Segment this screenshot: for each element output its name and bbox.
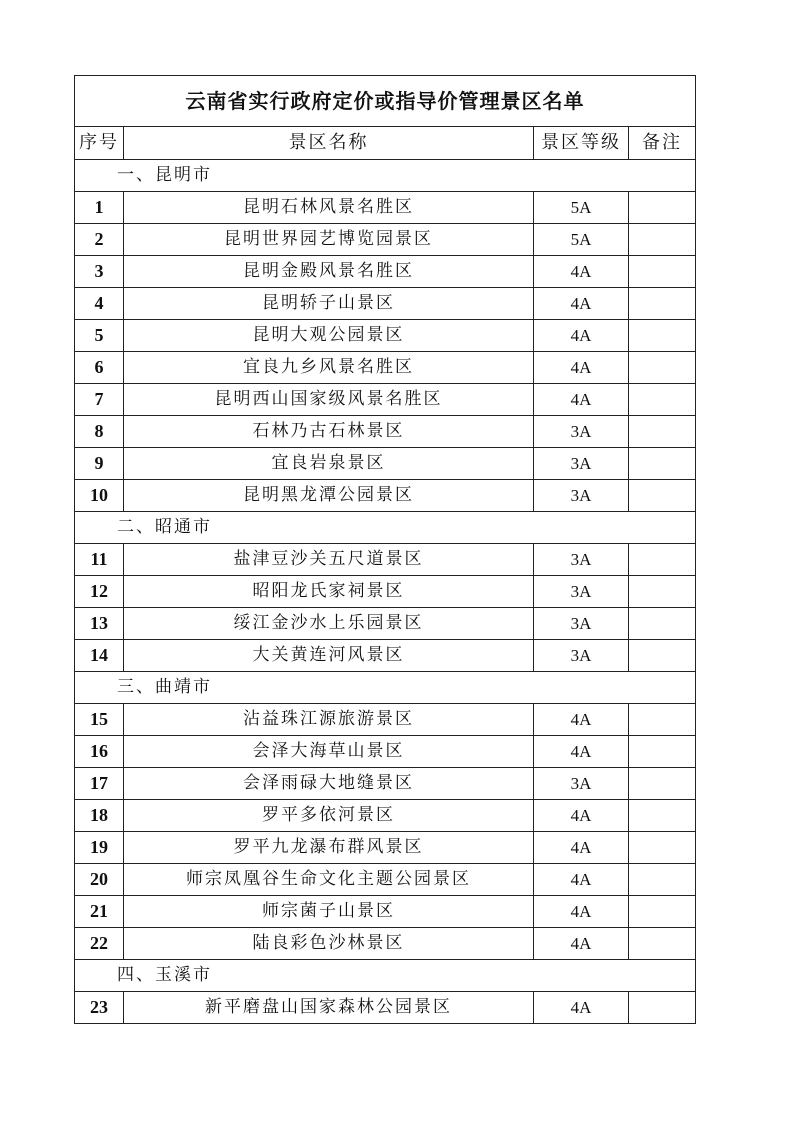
table-row xyxy=(75,640,696,672)
table-row xyxy=(75,192,696,224)
scenic-area-grade: 3A xyxy=(534,448,629,480)
row-note xyxy=(629,768,696,800)
row-note xyxy=(629,928,696,960)
group-label: 二、昭通市 xyxy=(75,512,696,544)
row-number: 13 xyxy=(75,608,124,640)
scenic-area-name: 昆明西山国家级风景名胜区 xyxy=(124,384,534,416)
header-no: 序号 xyxy=(75,127,124,160)
table-row xyxy=(75,352,696,384)
table-row xyxy=(75,704,696,736)
scenic-area-name: 昆明轿子山景区 xyxy=(124,288,534,320)
row-number: 14 xyxy=(75,640,124,672)
row-number: 15 xyxy=(75,704,124,736)
row-note xyxy=(629,736,696,768)
table-row xyxy=(75,800,696,832)
table-row xyxy=(75,832,696,864)
row-number: 2 xyxy=(75,224,124,256)
scenic-area-grade: 5A xyxy=(534,224,629,256)
row-note xyxy=(629,320,696,352)
scenic-area-grade: 4A xyxy=(534,832,629,864)
row-note xyxy=(629,544,696,576)
page-title: 云南省实行政府定价或指导价管理景区名单 xyxy=(75,76,696,127)
scenic-area-name: 新平磨盘山国家森林公园景区 xyxy=(124,992,534,1024)
group-label: 三、曲靖市 xyxy=(75,672,696,704)
row-number: 21 xyxy=(75,896,124,928)
row-number: 9 xyxy=(75,448,124,480)
scenic-area-name: 昆明石林风景名胜区 xyxy=(124,192,534,224)
scenic-area-name: 沾益珠江源旅游景区 xyxy=(124,704,534,736)
row-note xyxy=(629,192,696,224)
scenic-area-name: 石林乃古石林景区 xyxy=(124,416,534,448)
row-note xyxy=(629,800,696,832)
scenic-area-name: 昆明大观公园景区 xyxy=(124,320,534,352)
table-row xyxy=(75,224,696,256)
group-label: 四、玉溪市 xyxy=(75,960,696,992)
row-note xyxy=(629,864,696,896)
table-row xyxy=(75,608,696,640)
group-row xyxy=(75,160,696,192)
scenic-area-grade: 3A xyxy=(534,768,629,800)
group-row xyxy=(75,512,696,544)
row-number: 5 xyxy=(75,320,124,352)
table-row xyxy=(75,288,696,320)
header-grade: 景区等级 xyxy=(534,127,629,160)
scenic-area-grade: 4A xyxy=(534,320,629,352)
scenic-area-grade: 4A xyxy=(534,352,629,384)
scenic-area-name: 昆明金殿风景名胜区 xyxy=(124,256,534,288)
scenic-area-name: 昆明世界园艺博览园景区 xyxy=(124,224,534,256)
scenic-area-name: 罗平九龙瀑布群风景区 xyxy=(124,832,534,864)
row-number: 18 xyxy=(75,800,124,832)
scenic-area-name: 师宗凤凰谷生命文化主题公园景区 xyxy=(124,864,534,896)
table-row xyxy=(75,384,696,416)
scenic-area-name: 宜良岩泉景区 xyxy=(124,448,534,480)
scenic-area-table xyxy=(74,75,696,1024)
scenic-area-name: 陆良彩色沙林景区 xyxy=(124,928,534,960)
table-row xyxy=(75,416,696,448)
scenic-area-name: 会泽雨碌大地缝景区 xyxy=(124,768,534,800)
scenic-area-grade: 4A xyxy=(534,704,629,736)
table-row xyxy=(75,320,696,352)
scenic-area-name: 大关黄连河风景区 xyxy=(124,640,534,672)
group-label: 一、昆明市 xyxy=(75,160,696,192)
scenic-area-grade: 4A xyxy=(534,928,629,960)
scenic-area-name: 盐津豆沙关五尺道景区 xyxy=(124,544,534,576)
table-row xyxy=(75,256,696,288)
scenic-area-grade: 4A xyxy=(534,896,629,928)
header-row xyxy=(75,127,696,160)
table-row xyxy=(75,864,696,896)
row-number: 12 xyxy=(75,576,124,608)
row-note xyxy=(629,704,696,736)
scenic-area-grade: 3A xyxy=(534,416,629,448)
table-body xyxy=(75,76,696,1024)
scenic-area-name: 师宗菌子山景区 xyxy=(124,896,534,928)
row-number: 10 xyxy=(75,480,124,512)
scenic-area-name: 会泽大海草山景区 xyxy=(124,736,534,768)
row-number: 23 xyxy=(75,992,124,1024)
scenic-area-name: 罗平多依河景区 xyxy=(124,800,534,832)
row-note xyxy=(629,352,696,384)
row-note xyxy=(629,416,696,448)
title-row xyxy=(75,76,696,127)
scenic-area-grade: 5A xyxy=(534,192,629,224)
scenic-area-grade: 3A xyxy=(534,640,629,672)
row-number: 1 xyxy=(75,192,124,224)
table-row xyxy=(75,448,696,480)
row-number: 17 xyxy=(75,768,124,800)
table-row xyxy=(75,576,696,608)
table-row xyxy=(75,480,696,512)
scenic-area-grade: 3A xyxy=(534,576,629,608)
row-number: 4 xyxy=(75,288,124,320)
row-note xyxy=(629,832,696,864)
row-number: 11 xyxy=(75,544,124,576)
row-note xyxy=(629,896,696,928)
row-note xyxy=(629,576,696,608)
table-row xyxy=(75,992,696,1024)
row-note xyxy=(629,448,696,480)
scenic-area-grade: 4A xyxy=(534,256,629,288)
table-row xyxy=(75,928,696,960)
scenic-area-grade: 4A xyxy=(534,736,629,768)
scenic-area-name: 昭阳龙氏家祠景区 xyxy=(124,576,534,608)
table-row xyxy=(75,736,696,768)
row-note xyxy=(629,480,696,512)
table-row xyxy=(75,896,696,928)
row-note xyxy=(629,384,696,416)
scenic-area-name: 宜良九乡风景名胜区 xyxy=(124,352,534,384)
scenic-area-grade: 3A xyxy=(534,608,629,640)
scenic-area-grade: 4A xyxy=(534,384,629,416)
table-row xyxy=(75,768,696,800)
header-name: 景区名称 xyxy=(124,127,534,160)
scenic-area-grade: 4A xyxy=(534,288,629,320)
row-number: 16 xyxy=(75,736,124,768)
row-note xyxy=(629,224,696,256)
row-note xyxy=(629,608,696,640)
row-number: 22 xyxy=(75,928,124,960)
scenic-area-name: 绥江金沙水上乐园景区 xyxy=(124,608,534,640)
row-number: 7 xyxy=(75,384,124,416)
header-note: 备注 xyxy=(629,127,696,160)
row-number: 20 xyxy=(75,864,124,896)
row-number: 3 xyxy=(75,256,124,288)
scenic-area-grade: 4A xyxy=(534,864,629,896)
row-note xyxy=(629,640,696,672)
group-row xyxy=(75,960,696,992)
scenic-area-grade: 4A xyxy=(534,800,629,832)
group-row xyxy=(75,672,696,704)
scenic-area-grade: 3A xyxy=(534,480,629,512)
row-number: 19 xyxy=(75,832,124,864)
row-note xyxy=(629,992,696,1024)
row-note xyxy=(629,288,696,320)
table-row xyxy=(75,544,696,576)
row-number: 8 xyxy=(75,416,124,448)
scenic-area-grade: 4A xyxy=(534,992,629,1024)
row-note xyxy=(629,256,696,288)
row-number: 6 xyxy=(75,352,124,384)
scenic-area-grade: 3A xyxy=(534,544,629,576)
scenic-area-name: 昆明黑龙潭公园景区 xyxy=(124,480,534,512)
